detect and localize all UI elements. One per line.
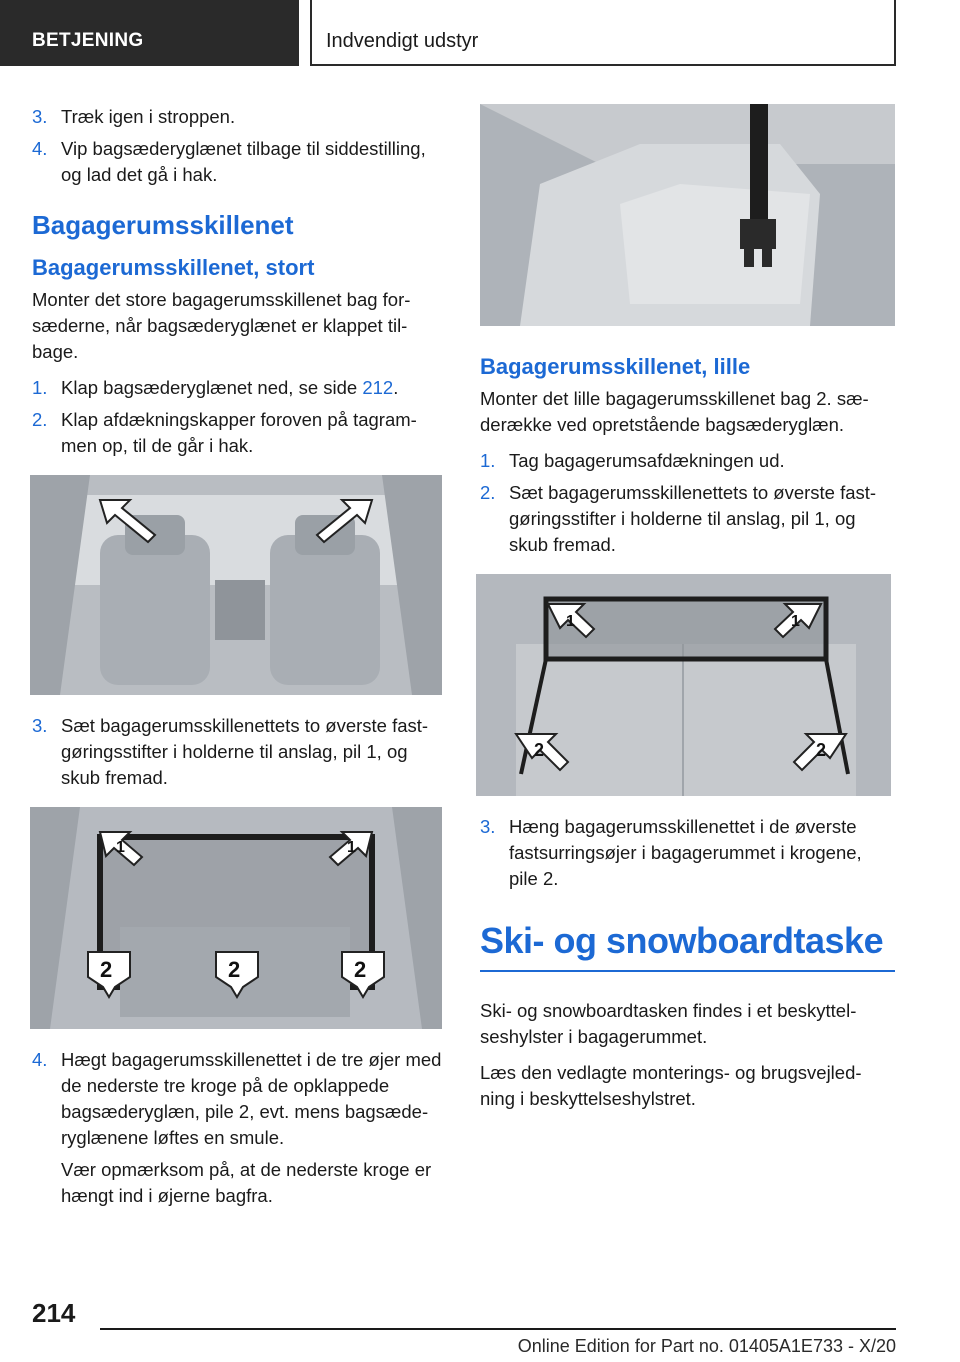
right-column: [480, 104, 895, 1122]
footer-divider: [100, 1328, 896, 1330]
step-text: Tag bagagerumsafdækningen ud.: [509, 450, 785, 471]
step-text: Hæng bagagerumsskillenettet i de øverste fastsurringsøjer i bagagerummet i krogene, pile 2.: [509, 816, 862, 889]
step-number: 3.: [32, 715, 48, 736]
intro-paragraph: Monter det lille bagagerumsskillenet bag 2. sæ- derække ved opretstående bagsæderyglæn.: [480, 388, 869, 435]
section-heading: Ski- og snowboardtaske: [480, 920, 884, 961]
step-text: Hægt bagagerumsskillenettet i de tre øjer med de nederste tre kroge på de opklappede bagsæderyglæn, pile 2, evt. mens bagsæde- ryglænene løftes en smule.: [61, 1049, 442, 1148]
illustration-strap: [480, 104, 895, 326]
arrow-label: 2: [228, 957, 241, 982]
subsection-heading: Bagagerumsskillenet, lille: [480, 354, 751, 379]
figure-small-net: [476, 574, 891, 796]
intro-paragraph: Monter det store bagagerumsskillenet bag for- sæderne, når bagsæderyglænet er klappet til- bage.: [32, 289, 411, 362]
arrow-label: 1: [566, 613, 575, 630]
left-column: [32, 104, 444, 1215]
step-text: Klap bagsæderyglænet ned, se side: [61, 377, 363, 398]
step-number: 1.: [480, 450, 496, 471]
step-text: Sæt bagagerumsskillenettets to øverste fast- gøringsstifter i holderne til anslag, pil 1, og skub fremad.: [61, 715, 429, 788]
page-header: [0, 0, 960, 66]
arrow-label: 2: [816, 740, 827, 760]
step-text: Træk igen i stroppen.: [61, 106, 236, 127]
arrow-label: 1: [347, 839, 356, 856]
illustration-interior: [30, 475, 442, 695]
list-item: [32, 713, 444, 791]
section-tab: BETJENING: [0, 0, 299, 66]
arrow-label: 2: [354, 957, 367, 982]
step-text: Vip bagsæderyglænet tilbage til siddestilling, og lad det gå i hak.: [61, 138, 426, 185]
step-number: 4.: [32, 138, 48, 159]
paragraph: Læs den vedlagte monterings- og brugsvejled- ning i beskyttelseshylstret.: [480, 1062, 862, 1109]
list-item: [32, 375, 444, 401]
step-number: 1.: [32, 377, 48, 398]
subsection-heading: Bagagerumsskillenet, stort: [32, 255, 315, 280]
list-item: [480, 480, 895, 558]
step-number: 4.: [32, 1049, 48, 1070]
arrow-label: 1: [791, 613, 800, 630]
step-text: Sæt bagagerumsskillenettets to øverste fast- gøringsstifter i holderne til anslag, pil 1, og skub fremad.: [509, 482, 877, 555]
arrow-label: 1: [116, 839, 125, 856]
list-item: [480, 814, 895, 892]
list-item: [32, 1047, 444, 1151]
figure-strap: [480, 104, 895, 326]
arrow-label: 2: [534, 740, 545, 760]
section-heading: Bagagerumsskillenet: [32, 210, 294, 240]
step-text-end: .: [393, 377, 399, 398]
step-number: 3.: [32, 106, 48, 127]
page-reference-link[interactable]: 212: [362, 377, 394, 398]
step-number: 2.: [32, 409, 48, 430]
list-item: [480, 448, 895, 474]
heading-divider: [480, 970, 895, 972]
figure-large-net: [30, 807, 442, 1029]
step-number: 3.: [480, 816, 496, 837]
list-item: [32, 136, 444, 188]
note-paragraph: Vær opmærksom på, at de nederste kroge er hængt ind i øjerne bagfra.: [61, 1159, 432, 1206]
list-item: [32, 104, 444, 130]
paragraph: Ski- og snowboardtasken findes i et beskyttel- seshylster i bagagerummet.: [480, 1000, 857, 1047]
illustration-large-net: [30, 807, 442, 1029]
step-number: 2.: [480, 482, 496, 503]
chapter-title: Indvendigt udstyr: [310, 0, 896, 66]
arrow-label: 2: [100, 957, 113, 982]
page-number: 214: [32, 1298, 76, 1328]
list-item: [32, 407, 444, 459]
edition-text: Online Edition for Part no. 01405A1E733 - X/20: [517, 1336, 896, 1356]
step-text: Klap afdækningskapper foroven på tagram- men op, til de går i hak.: [61, 409, 417, 456]
illustration-small-net: [476, 574, 891, 796]
figure-roof-covers: [30, 475, 442, 695]
